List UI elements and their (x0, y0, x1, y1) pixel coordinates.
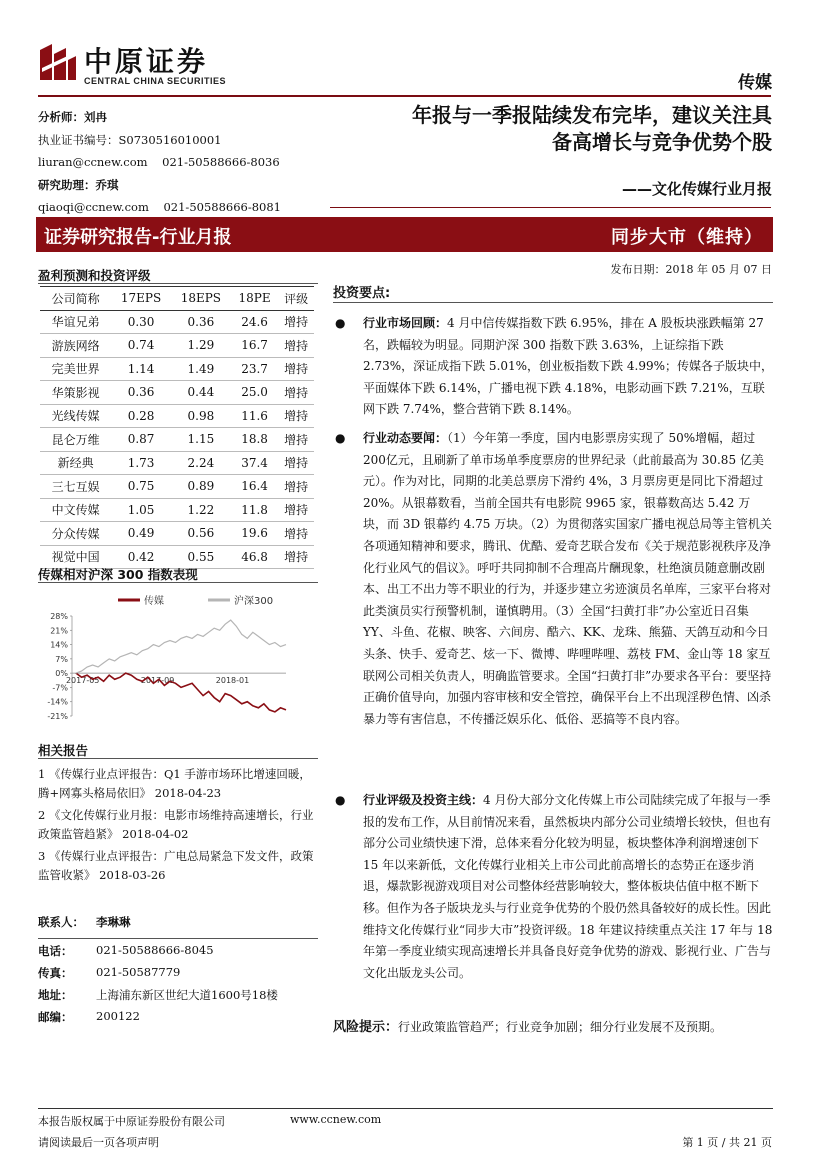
footer-divider (38, 1108, 773, 1109)
phone-value: 021-50588666-8045 (96, 943, 214, 957)
key-points-heading: 投资要点: (333, 286, 391, 301)
eps-table-header (40, 287, 314, 311)
eps-section-title: 盈利预测和投资评级 (38, 268, 151, 283)
eps-table-row (40, 404, 314, 428)
bullet-market-review (333, 313, 773, 421)
eps-cell: 0.75 (111, 475, 171, 499)
sector-label: 传媒 (738, 73, 772, 93)
y-tick-label: 21% (50, 626, 68, 636)
eps-cell: 16.7 (231, 334, 279, 358)
eps-cell: 光线传媒 (40, 404, 111, 428)
bullet-icon: ● (335, 431, 346, 445)
eps-table-row (40, 451, 314, 475)
eps-column-header: 公司简称 (40, 287, 111, 311)
related-report-item[interactable]: 3 《传媒行业点评报告：广电总局紧急下发文件，政策监管收紧》 2018-03-26 (38, 849, 314, 882)
logo-mark-icon (38, 42, 78, 82)
logo-text-cn: 中原证券 (84, 45, 209, 78)
eps-cell: 中文传媒 (40, 498, 111, 522)
related-report-item[interactable]: 1 《传媒行业点评报告：Q1 手游市场环比增速回暖，腾+网寡头格局依旧》 2018-04-23 (38, 767, 311, 800)
title-line-1: 年报与一季报陆续发布完毕，建议关注具 (412, 103, 772, 127)
key-points-rule (333, 302, 773, 303)
eps-cell: 0.87 (111, 428, 171, 452)
analyst-label: 分析师： (38, 110, 84, 124)
eps-cell: 0.44 (171, 381, 231, 405)
publish-date: 发布日期：2018 年 05 月 07 日 (610, 263, 772, 276)
x-tick-label: 2018-01 (215, 676, 250, 686)
footer-copyright: 本报告版权属于中原证券股份有限公司 (38, 1115, 225, 1128)
series-line-media (76, 673, 286, 712)
eps-cell: 0.98 (171, 404, 231, 428)
eps-cell: 增持 (278, 451, 314, 475)
legend-label: 传媒 (144, 596, 164, 607)
eps-table-row (40, 334, 314, 358)
eps-cell: 46.8 (231, 545, 279, 569)
eps-cell: 完美世界 (40, 357, 111, 381)
eps-cell: 增持 (278, 428, 314, 452)
eps-cell: 25.0 (231, 381, 279, 405)
header-divider (38, 95, 771, 97)
analyst-info (38, 106, 318, 219)
title-line-2: 备高增长与竞争优势个股 (552, 130, 772, 154)
eps-section-rule (38, 283, 318, 284)
eps-cell: 0.49 (111, 522, 171, 546)
eps-cell: 0.36 (171, 310, 231, 334)
chart-section-title: 传媒相对沪深 300 指数表现 (38, 567, 198, 582)
postcode-label: 邮编： (38, 1010, 73, 1024)
address-label: 地址： (38, 988, 73, 1002)
footer-disclaimer: 请阅读最后一页各项声明 (38, 1136, 159, 1149)
bullet-text: 4 月份大部分文化传媒上市公司陆续完成了年报与一季报的发布工作，从目前情况来看，虽然板块内部分公司业绩增长较快，但也有部分公司业绩快速下滑，总体来看分化较为明显，板块整体净利润增速创下 15 年以来新低，文化传媒行业相关上市公司此前高增长的态势正在逐步消退，爆款影视游戏项目对公司整体经营影响较大，整体板块估值中枢不断下移。但作为各子版块龙头与行业竞争优势的个股仍然具备较好的成长性。因此维持文化传媒行业“同步大市”投资评级。18 年建议持续重点关注 17 年与 18 年第一季度业绩实现高速增长并具备良好竞争优势的游戏、影视行业、广告与文化出版龙头公司。 (363, 793, 773, 980)
phone-label: 电话： (38, 944, 73, 958)
fax-value: 021-50587779 (96, 965, 181, 979)
eps-cell: 华策影视 (40, 381, 111, 405)
eps-cell: 增持 (278, 545, 314, 569)
report-title (292, 102, 772, 156)
eps-cell: 分众传媒 (40, 522, 111, 546)
eps-table-row (40, 381, 314, 405)
eps-cell: 增持 (278, 404, 314, 428)
assistant-contact: qiaoqi@ccnew.com 021-50588666-8081 (38, 200, 281, 214)
eps-column-header: 18EPS (171, 287, 231, 311)
eps-table-row (40, 310, 314, 334)
eps-column-header: 评级 (278, 287, 314, 311)
eps-cell: 增持 (278, 310, 314, 334)
bullet-industry-news (333, 428, 773, 730)
x-tick-label: 2017-05 (65, 676, 100, 686)
company-logo (38, 42, 288, 92)
y-tick-label: 14% (50, 640, 68, 650)
risk-warning (333, 1017, 773, 1039)
eps-cell: 游族网络 (40, 334, 111, 358)
eps-column-header: 17EPS (111, 287, 171, 311)
eps-cell: 1.22 (171, 498, 231, 522)
page-number: 第 1 页 / 共 21 页 (682, 1136, 772, 1149)
eps-cell: 1.49 (171, 357, 231, 381)
eps-cell: 11.8 (231, 498, 279, 522)
eps-cell: 华谊兄弟 (40, 310, 111, 334)
bullet-rating (333, 790, 773, 984)
contact-person: 李琳琳 (96, 915, 131, 929)
eps-table (40, 286, 314, 569)
footer-url[interactable]: www.ccnew.com (290, 1113, 382, 1126)
eps-cell: 三七互娱 (40, 475, 111, 499)
eps-cell: 增持 (278, 522, 314, 546)
related-report-item[interactable]: 2 《文化传媒行业月报：电影市场维持高速增长，行业政策监管趋紧》 2018-04-02 (38, 808, 314, 841)
eps-cell: 37.4 (231, 451, 279, 475)
legend-label: 沪深300 (234, 596, 274, 607)
eps-table-row (40, 475, 314, 499)
bullet-label: 行业动态要闻： (363, 431, 448, 445)
eps-cell: 增持 (278, 475, 314, 499)
eps-table-row (40, 428, 314, 452)
analyst-contact: liuran@ccnew.com 021-50588666-8036 (38, 155, 280, 169)
chart-section-rule (38, 582, 318, 583)
risk-text: 行业政策监管趋严；行业竞争加剧；细分行业发展不及预期。 (398, 1020, 723, 1034)
eps-cell: 1.05 (111, 498, 171, 522)
assistant-label: 研究助理： (38, 177, 96, 192)
eps-cell: 1.15 (171, 428, 231, 452)
y-tick-label: -21% (47, 712, 68, 721)
eps-cell: 11.6 (231, 404, 279, 428)
eps-cell: 0.74 (111, 334, 171, 358)
report-type: 证券研究报告-行业月报 (44, 227, 232, 248)
y-tick-label: 28% (50, 612, 68, 621)
y-tick-label: 0% (55, 669, 68, 679)
eps-cell: 1.73 (111, 451, 171, 475)
eps-cell: 增持 (278, 381, 314, 405)
address-value: 上海浦东新区世纪大道1600号18楼 (96, 988, 278, 1002)
y-tick-label: -7% (52, 683, 68, 693)
rating-label: 同步大市（维持） (611, 227, 763, 248)
report-subtitle: ——文化传媒行业月报 (621, 180, 772, 198)
eps-cell: 0.30 (111, 310, 171, 334)
bullet-text: 4 月中信传媒指数下跌 6.95%，排在 A 股板块涨跌幅第 27 名，跌幅较为明显。同期沪深 300 指数下跌 3.63%，上证综指下跌 2.73%，深证成指下跌 5.01%，创业板指数下跌 4.99%；传媒各子版块中，平面媒体下跌 6.14%，广播电视下跌 4.18%，电影动画下跌 7.21%，互联网下跌 7.74%，整合营销下跌 8.14%。 (363, 316, 773, 417)
y-tick-label: -14% (47, 697, 68, 707)
y-tick-label: 7% (55, 654, 68, 664)
contact-rule (38, 938, 318, 939)
eps-cell: 0.28 (111, 404, 171, 428)
bullet-label: 行业评级及投资主线： (363, 793, 484, 807)
x-tick-label: 2017-09 (140, 676, 175, 686)
report-banner (36, 217, 773, 252)
eps-cell: 0.89 (171, 475, 231, 499)
logo-text-en: CENTRAL CHINA SECURITIES (84, 76, 227, 86)
contact-person-label: 联系人： (38, 915, 84, 929)
bullet-text: （1）今年第一季度，国内电影票房实现了 50%增幅，超过 200亿元，且刷新了单市场单季度票房的世界纪录（此前最高为 30.85 亿美元）。作为对比，同期的北美总票房下滑约 4%，3 月票房更是同比下滑超过 20%。从银幕数看，当前全国共有电影院 9965 家，银幕数高达 5.42 万块，而 3D 银幕约 4.75 万块。（2）为贯彻落实国家广播电视总局等主管机关各项通知精神和要求，腾讯、优酷、爱奇艺联合发布《关于规范影视秩序及净化行业风气的倡议》。呼吁共同抑制不合理高片酬现象，杜绝演员随意删改剧本、出工不出力等不职业的行为，并逐步建立劣迹演员名单库，三家平台将对此类演员实行预警机制，谨慎聘用。（3）全国“扫黄打非”办公室近日召集 YY、斗鱼、花椒、映客、六间房、酷六、KK、龙珠、熊猫、天鸽互动和今日头条、快手、爱奇艺、炫一下、微博、哔哩哔哩、荔枝 FM、金山等 18 家互联网公司相关负责人，明确监管要求。全国“扫黄打非”办要求各平台：要坚持正确价值导向，加强内容审核和安全管控，确保平台上不出现淫秽色情、凶杀暴力等有害信息，不传播泛娱乐化、低俗、恶搞等不良内容。 (363, 431, 772, 726)
bullet-label: 行业市场回顾： (363, 316, 448, 330)
eps-cell: 24.6 (231, 310, 279, 334)
eps-cell: 19.6 (231, 522, 279, 546)
analyst-cert: 执业证书编号：S0730516010001 (38, 132, 222, 147)
eps-cell: 0.55 (171, 545, 231, 569)
postcode-value: 200122 (96, 1009, 140, 1023)
related-section-rule (38, 758, 318, 759)
eps-cell: 增持 (278, 498, 314, 522)
related-reports-list (38, 765, 318, 885)
eps-cell: 新经典 (40, 451, 111, 475)
eps-cell: 1.14 (111, 357, 171, 381)
eps-cell: 1.29 (171, 334, 231, 358)
eps-cell: 0.42 (111, 545, 171, 569)
fax-label: 传真： (38, 966, 73, 980)
eps-cell: 16.4 (231, 475, 279, 499)
eps-table-row (40, 498, 314, 522)
eps-cell: 增持 (278, 334, 314, 358)
analyst-name: 刘冉 (84, 110, 107, 124)
eps-table-row (40, 357, 314, 381)
related-section-title: 相关报告 (38, 743, 89, 758)
assistant-name: 乔琪 (95, 177, 119, 192)
bullet-icon: ● (335, 793, 346, 807)
eps-table-row (40, 522, 314, 546)
risk-label: 风险提示： (333, 1020, 399, 1035)
eps-cell: 昆仑万维 (40, 428, 111, 452)
series-line-hs300 (76, 620, 286, 673)
eps-cell: 18.8 (231, 428, 279, 452)
eps-cell: 视觉中国 (40, 545, 111, 569)
eps-cell: 23.7 (231, 357, 279, 381)
performance-chart (38, 590, 318, 725)
eps-column-header: 18PE (231, 287, 279, 311)
eps-cell: 0.36 (111, 381, 171, 405)
eps-cell: 2.24 (171, 451, 231, 475)
eps-table-body (40, 310, 314, 569)
contact-info (38, 914, 323, 1031)
bullet-icon: ● (335, 316, 346, 330)
eps-cell: 0.56 (171, 522, 231, 546)
subtitle-divider (330, 207, 771, 208)
eps-cell: 增持 (278, 357, 314, 381)
